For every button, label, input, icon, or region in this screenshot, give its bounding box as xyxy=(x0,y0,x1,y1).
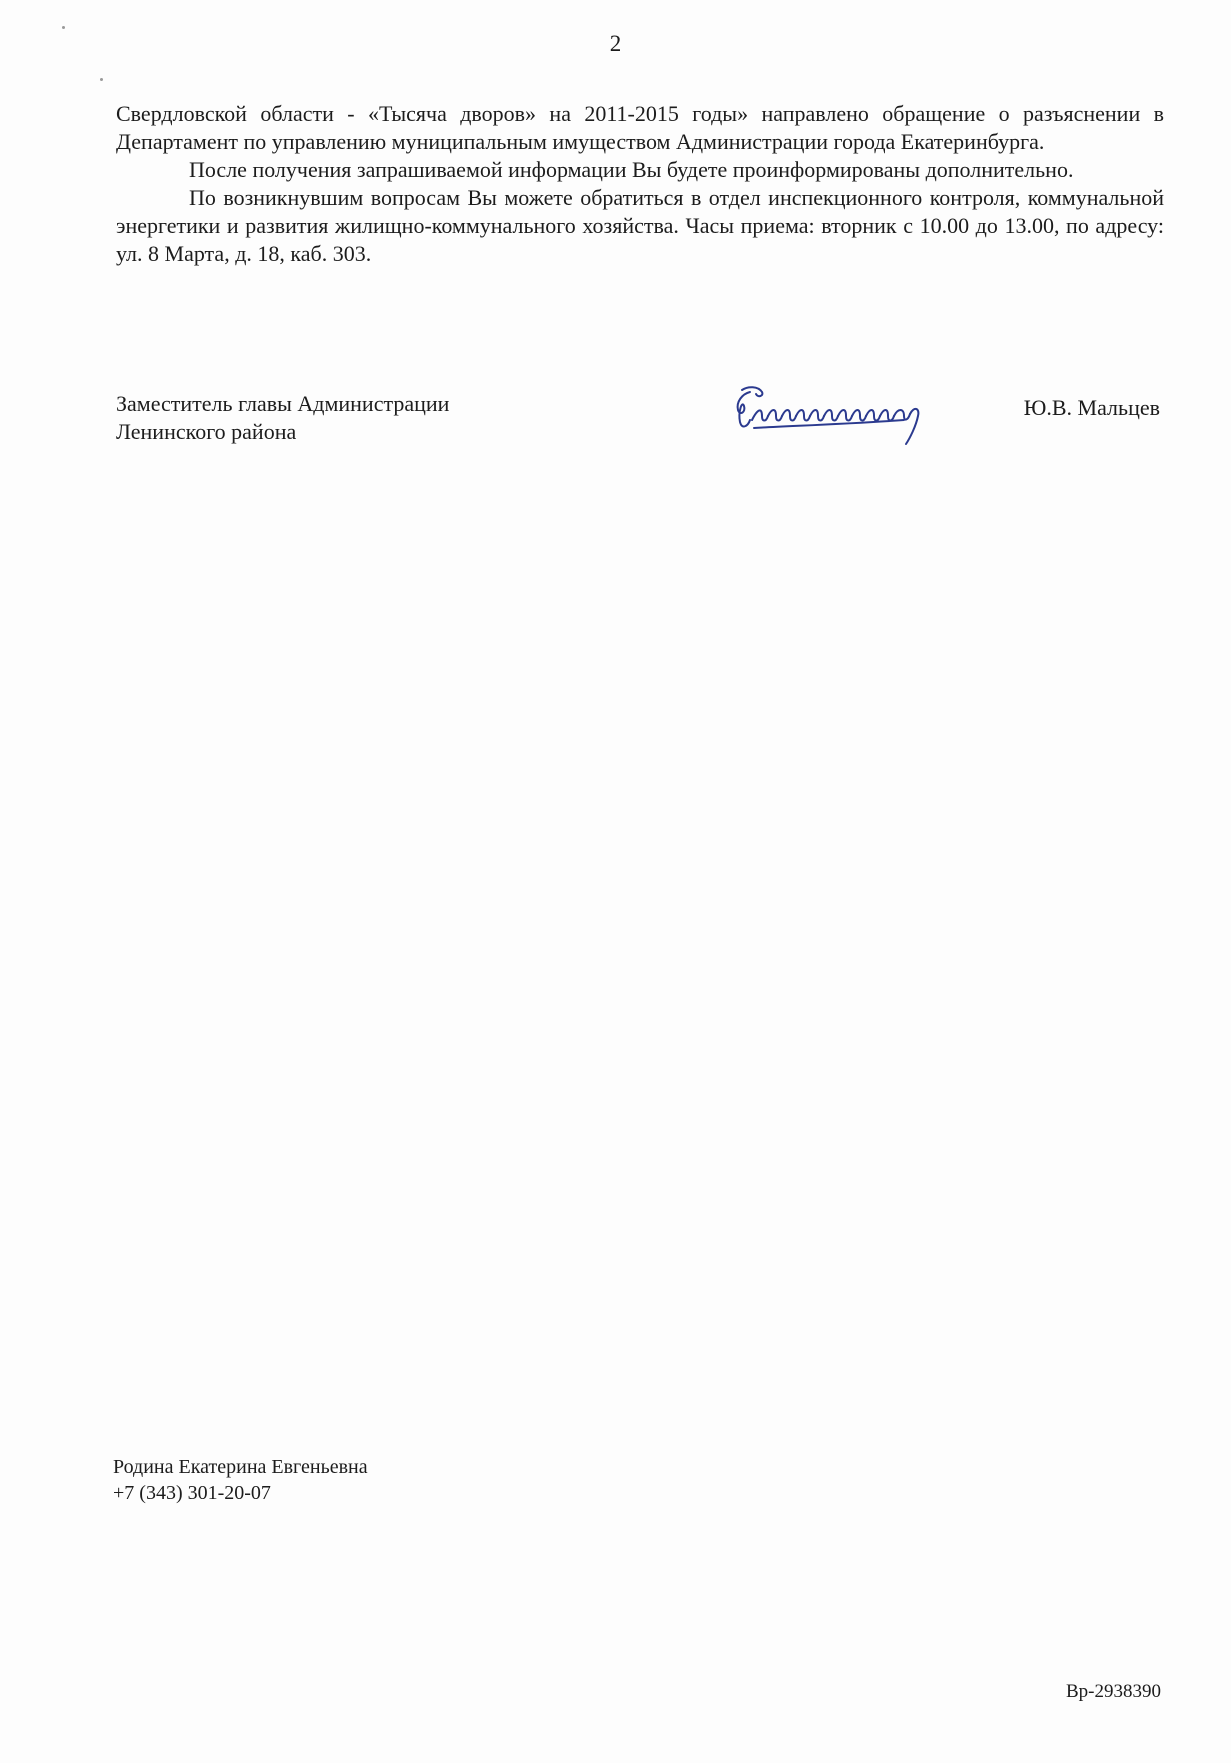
signer-name: Ю.В. Мальцев xyxy=(1023,395,1160,420)
signer-position-line: Заместитель главы Администрации xyxy=(116,391,450,416)
scan-speck xyxy=(100,78,103,81)
signer-position-line: Ленинского района xyxy=(116,419,297,444)
executor-phone: +7 (343) 301-20-07 xyxy=(113,1482,271,1504)
paragraph: По возникнувшим вопросам Вы можете обратиться в отдел инспекционного контроля, коммунальной энергетики и развития жилищно-коммунального хозяйства. Часы приема: вторник с 10.00 до 13.00, по адресу: ул. 8 Марта, д. 18, каб. 303. xyxy=(116,185,1164,266)
executor-name: Родина Екатерина Евгеньевна xyxy=(113,1456,368,1478)
document-registration-number: Вр-2938390 xyxy=(1066,1681,1161,1702)
scan-speck xyxy=(62,26,65,29)
letter-body xyxy=(116,100,1164,268)
handwritten-signature xyxy=(728,382,948,448)
paragraph: Свердловской области - «Тысяча дворов» на 2011-2015 годы» направлено обращение о разъяснении в Департамент по управлению муниципальным имуществом Администрации города Екатеринбурга. xyxy=(116,101,1164,154)
signature-block xyxy=(116,390,1164,460)
signer-position xyxy=(116,390,449,446)
page-number: 2 xyxy=(609,31,622,56)
paragraph: После получения запрашиваемой информации Вы будете проинформированы дополнительно. xyxy=(189,157,1074,182)
executor-info xyxy=(113,1454,368,1506)
